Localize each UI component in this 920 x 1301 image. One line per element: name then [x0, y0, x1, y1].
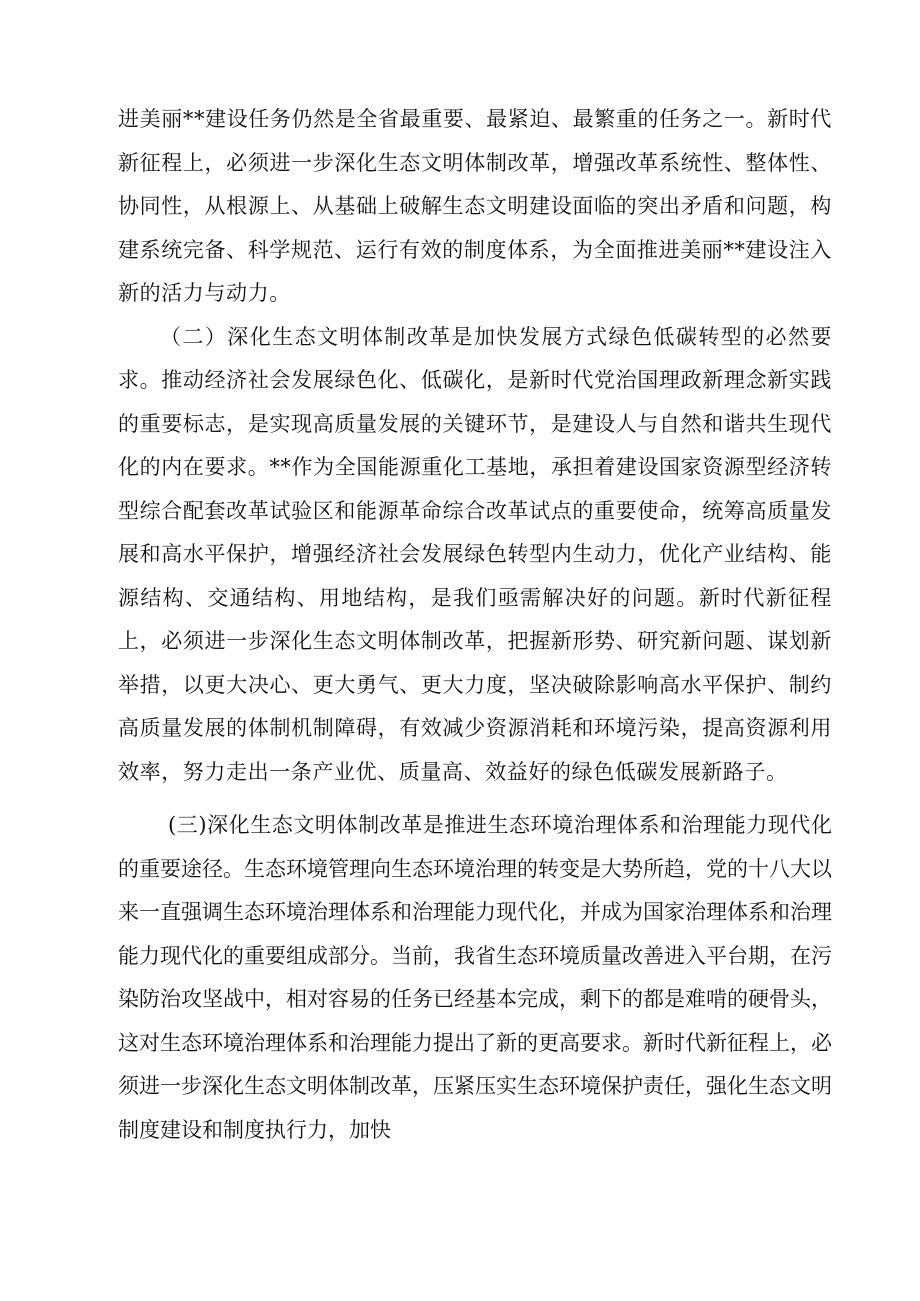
document-page [118, 98, 832, 1152]
paragraph-section-2: （二）深化生态文明体制改革是加快发展方式绿色低碳转型的必然要求。推动经济社会发展绿色化、低碳化，是新时代党治国理政新理念新实践的重要标志，是实现高质量发展的关键环节，是建设人与自然和谐共生现代化的内在要求。**作为全国能源重化工基地，承担着建设国家资源型经济转型综合配套改革试验区和能源革命综合改革试点的重要使命，统筹高质量发展和高水平保护，增强经济社会发展绿色转型内生动力，优化产业结构、能源结构、交通结构、用地结构，是我们亟需解决好的问题。新时代新征程上，必须进一步深化生态文明体制改革，把握新形势、研究新问题、谋划新举措，以更大决心、更大勇气、更大力度，坚决破除影响高水平保护、制约高质量发展的体制机制障碍，有效减少资源消耗和环境污染，提高资源利用效率，努力走出一条产业优、质量高、效益好的绿色低碳发展新路子。 [118, 324, 832, 784]
paragraph-continuation: 进美丽**建设任务仍然是全省最重要、最紧迫、最繁重的任务之一。新时代新征程上，必须进一步深化生态文明体制改革，增强改革系统性、整体性、协同性，从根源上、从基础上破解生态文明建设面临的突出矛盾和问题，构建系统完备、科学规范、运行有效的制度体系，为全面推进美丽**建设注入新的活力与动力。 [118, 107, 832, 305]
paragraph-section-3: (三)深化生态文明体制改革是推进生态环境治理体系和治理能力现代化的重要途径。生态环境管理向生态环境治理的转变是大势所趋，党的十八大以来一直强调生态环境治理体系和治理能力现代化，并成为国家治理体系和治理能力现代化的重要组成部分。当前，我省生态环境质量改善进入平台期，在污染防治攻坚战中，相对容易的任务已经基本完成，剩下的都是难啃的硬骨头，这对生态环境治理体系和治理能力提出了新的更高要求。新时代新征程上，必须进一步深化生态文明体制改革，压紧压实生态环境保护责任，强化生态文明制度建设和制度执行力，加快 [118, 813, 832, 1142]
